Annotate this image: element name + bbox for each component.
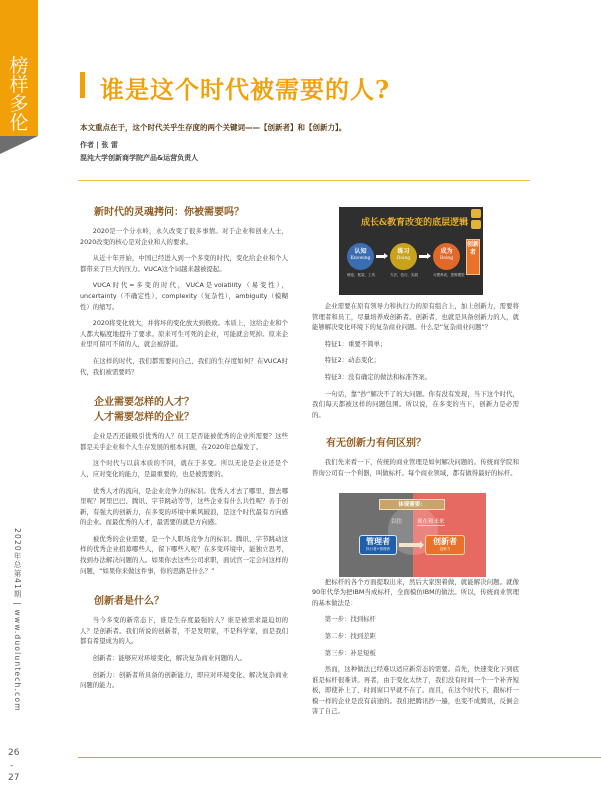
growth-logic-figure (339, 207, 483, 295)
paragraph: 当今多变的新常态下，谁是生存度最强的人？谁是被需求最迫切的人？是创新者。我们所说的创新者，不是发明家，不是科学家，而是我们都有希望成为的人。 (80, 616, 288, 646)
paragraph: 企业是否还能吸引优秀的人？员工是否能被优秀的企业所需要？这些都是关乎企业和个人生存发展的根本问题，在2020年总爆发了。 (80, 432, 288, 451)
paragraph: 企业需要在原有领导力和执行力的原有组合上，加上创新力，需要将管理者和员工，尽量培养成创新者。创新者，也就是具备创新力的人，就能够解决变化环境下的复杂商业问题。什么是“复杂商业问题”？ (312, 302, 519, 332)
sun-icon (471, 209, 481, 218)
manager-vs-innovator-figure (339, 493, 486, 577)
step-caption: 习惯养成、思维模型 (433, 273, 465, 277)
innovator-box (466, 239, 480, 275)
step-being (433, 243, 460, 270)
paragraph: 创新力：创新者所具备的创新能力，即应对环境变化、解决复杂商业问题的能力。 (80, 670, 288, 690)
paragraph: 一句话，靠“抄”解决不了的大问题。你有没有发现，当下这个时代，我们每天都被这样的问题包围。所以说，在多变的当下，创新力是必需的。 (312, 389, 519, 419)
arrow-right-icon (419, 255, 427, 258)
paragraph: VUCA时代=多变的时代，VUCA是volatility（易变性），uncertainty（不确定性），complexity（复杂性），ambiguity（模糊性）的缩写。 (80, 281, 288, 311)
step-item: 第二步：找到差距 (324, 631, 376, 640)
innovator-sub: 创新力 (439, 547, 451, 551)
section-tab-fold (0, 136, 38, 154)
innovator-label: 创新者 (433, 537, 457, 546)
step-item: 第三步：补足短板 (324, 648, 376, 657)
issue-info: 2020年总第41期 | www.duoluntech.com (13, 528, 22, 712)
page-number-left: 26 (8, 748, 20, 758)
manager-box (359, 535, 397, 555)
header-divider (78, 180, 530, 181)
section-heading: 新时代的灵魂拷问：你被需要吗？ (94, 207, 244, 218)
feature-item: 特征3：没有确定的做法和标准答案。 (324, 372, 432, 381)
innovator-box (425, 535, 465, 555)
manager-sub: 执行者+管理者 (366, 547, 390, 551)
article-subtitle: 本文重点在于，这个时代关乎生存度的两个关键词——【创新者】和【创新力】。 (80, 123, 347, 132)
paragraph: 2020将变化放大，并将坏的变化放大到极致。本质上，这给企业和个人都大幅度地提升了要求。原来可生可死的企业，可能就会死掉。原来企业里可留可不留的人，就会被辞退。 (80, 319, 288, 349)
manager-label: 管理者 (366, 537, 390, 546)
paragraph: 创新者：能够应对环境变化，解决复杂商业问题的人。 (92, 654, 247, 663)
arrow-right-icon (376, 255, 384, 258)
page-number-right: 27 (8, 773, 20, 783)
paragraph: 2020是一个分水岭，永久改变了很多事情。对于企业和创业人士，2020改变的核心是对企业和人的要求。 (80, 227, 288, 246)
step-caption: 方法、技巧、实践 (390, 273, 418, 277)
paragraph: 优秀人才的流向，是企业竞争力的标识。优秀人才去了哪里，想去哪里呢？阿里巴巴、腾讯、字节跳动等等，这些企业有什么共性呢？善于创新，有强大的创新力，在多变的环境中乘风破浪，是这个时代最有方向感的企业。而最优秀的人才，最需要的就是方向感。 (80, 486, 288, 527)
section-label: 榜样多伦 (9, 55, 29, 134)
paragraph: 被优秀的企业需要，是一个人职场竞争力的标识。腾讯、字节跳动这样的优秀企业招募哪些人，留下哪些人呢？在多变环境中，能独立思考，找到办法解决问题的人。如果你去这些公司求职，面试官一定会问这样的问题，“如果你来做这件事，你的思路是什么？” (80, 534, 288, 575)
figure-title: 成长&教育改变的底层逻辑 (361, 218, 469, 228)
section-tab (0, 0, 38, 136)
step-doing (390, 243, 417, 270)
step-label-en: Knowing (350, 256, 371, 261)
paragraph: 我们先来看一下，传统的商业管理是如何解决问题的。传统商学院和咨询公司有一个利器，叫做标杆。每个商业领域，都有做得最好的标杆。 (312, 458, 519, 477)
section-heading: 企业需要怎样的人才？ (94, 397, 194, 409)
now-label: 现在和未来 (417, 519, 445, 525)
section-heading: 创新者是什么？ (94, 596, 164, 608)
step-label: 认知 (354, 248, 367, 255)
left-column (80, 205, 288, 697)
title-accent-bar (80, 72, 85, 98)
section-heading: 有无创新力有何区别？ (326, 438, 426, 450)
paragraph: 从近十年开始，中国已经进入到一个多变的时代，变化给企业和个人都带来了巨大的压力。VUCA这个词越来越被提起。 (80, 254, 288, 273)
sun-icon (471, 220, 481, 229)
step-caption: 理论、框架、工具 (347, 273, 375, 277)
author-line: 作者 | 张 雷 (80, 141, 118, 149)
paragraph: 然而，这种做法已经难以适应新常态的需要。首先，快速变化下到底谁是标杆很难讲。再者，由于变化太快了，我们没有时间一个一个补齐短板，即使补上了，时间窗口早就不在了。而且，在这个时代下，跟标杆一模一样的企业是没有前途的。我们把腾讯抄一遍，也变不成腾讯，反倒会害了自己。 (312, 665, 519, 716)
feature-item: 特征1：重要不简单； (324, 339, 387, 348)
footer-divider (78, 757, 601, 758)
step-label-en: Doing (396, 256, 411, 261)
past-label: 以往 (391, 519, 403, 525)
figure-banner: 体现需要： (379, 499, 445, 510)
page-number-separator: - (10, 761, 14, 771)
article-title: 谁是这个时代被需要的人? (100, 75, 391, 104)
author-affiliation: 混沌大学创新商学院产品&运营负责人 (80, 154, 199, 162)
innovator-label: 创新者 (467, 241, 480, 256)
step-label: 练习 (397, 248, 410, 255)
paragraph: 在这样的时代，我们都需要问自己，我们的生存度如何？在VUCA时代，我们被需要吗？ (80, 356, 288, 376)
feature-item: 特征2：动态变化； (324, 356, 380, 365)
paragraph: 这个时代与以前本质的不同，就在于多变。所以无论是企业还是个人，应对变化的能力，是最重要的，也是被需要的。 (80, 459, 288, 478)
step-item: 第一步：找到标杆 (324, 615, 376, 624)
paragraph: 把标杆的各个方面提取出来，然后大家照着做，就能解决问题。就像90年代华为把IBM当成标杆，全面模仿IBM的做法。所以，传统商业管理的基本做法是： (312, 577, 519, 607)
section-heading: 人才需要怎样的企业？ (94, 412, 194, 424)
arrow-right-icon (399, 543, 420, 547)
step-label: 成为 (440, 248, 453, 255)
step-label-en: Being (439, 256, 454, 261)
step-knowing (347, 243, 374, 270)
